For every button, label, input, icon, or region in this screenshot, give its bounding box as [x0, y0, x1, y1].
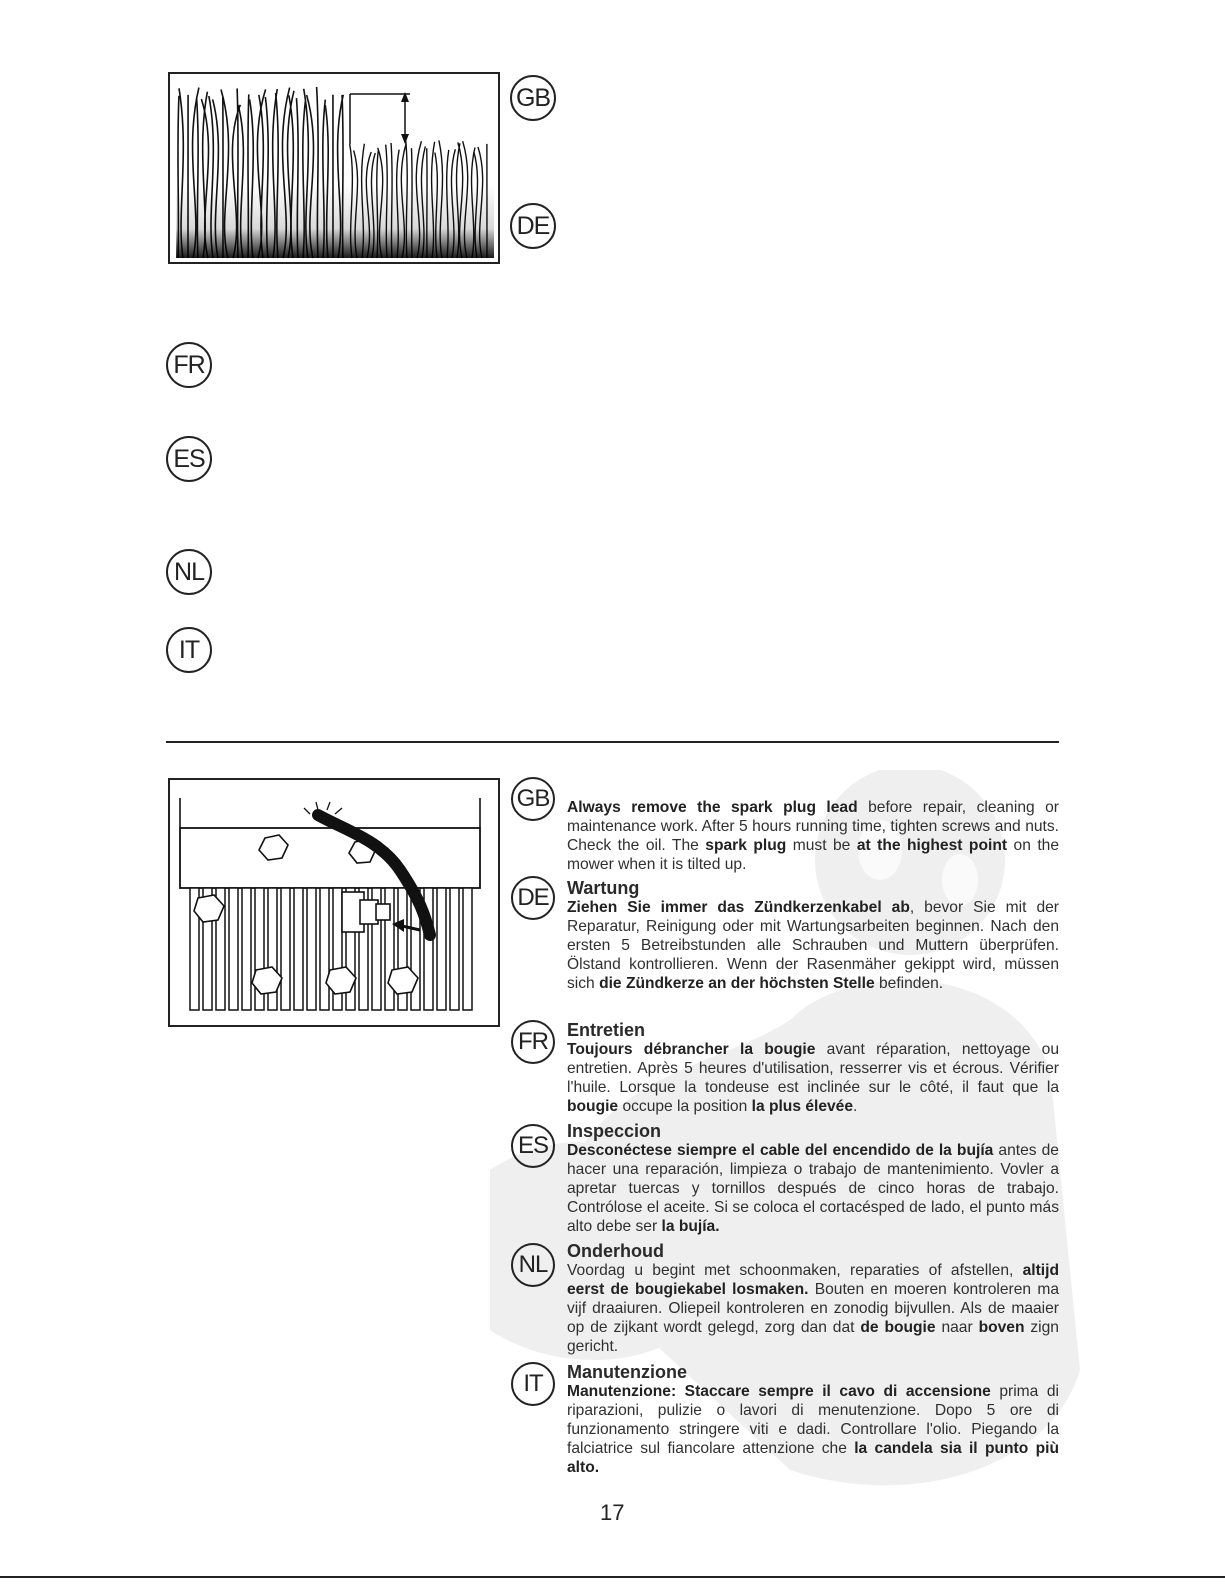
- engine-spark-plug-illustration: [170, 780, 498, 1025]
- emphasis-text: Manutenzione: Staccare sempre il cavo di accensione: [567, 1383, 991, 1400]
- emphasis-text: la plus élevée: [751, 1098, 854, 1115]
- body-text: on the mower when it is tilted up.: [567, 837, 1060, 873]
- emphasis-text: la bujía.: [661, 1218, 720, 1235]
- section-divider: [166, 741, 1059, 743]
- body-text: occupe la position: [618, 1098, 752, 1115]
- page-bottom-border: [0, 1576, 1225, 1578]
- grass-height-figure: [168, 72, 500, 264]
- spark-plug-figure: [168, 778, 500, 1027]
- lang-badge-fr: FR: [511, 1020, 555, 1064]
- emphasis-text: die Zündkerze an der höchsten Stelle: [599, 975, 875, 992]
- lang-badge-it: IT: [511, 1362, 555, 1406]
- maintenance-text-fr: [567, 1020, 1059, 1116]
- section-heading: Onderhoud: [567, 1241, 664, 1261]
- emphasis-text: la candela sia il punto più alto.: [567, 1440, 1059, 1476]
- maintenance-text-gb: [567, 798, 1059, 874]
- grass-illustration: [170, 74, 498, 262]
- body-text: Bouten en moeren kontroleren ma vijf draaiuren. Oliepeil kontroleren en zonodig bijvullen. Als de maaier op de zijkant wordt gelegd, zorg dan dat: [567, 1281, 1059, 1336]
- lang-badge-it-top: IT: [166, 627, 212, 673]
- lang-badge-fr-top: FR: [166, 342, 212, 388]
- maintenance-text-nl: [567, 1241, 1059, 1356]
- body-text: prima di riparazioni, pulizie o lavori di menutenzione. Dopo 5 ore di funzionamento stringere viti e dadi. Controllare l'olio. Piegando la falciatrice sul fiancolare attenzione che: [567, 1383, 1060, 1457]
- emphasis-text: altijd eerst de bougiekabel losmaken.: [567, 1262, 1059, 1298]
- body-text: zign gericht.: [567, 1319, 1059, 1355]
- emphasis-text: bougie: [567, 1098, 619, 1115]
- body-text: before repair, cleaning or maintenance work. After 5 hours running time, tighten screws and nuts. Check the oil. The: [567, 799, 1059, 854]
- lang-badge-es-top: ES: [166, 436, 212, 482]
- lang-badge-nl: NL: [511, 1243, 555, 1287]
- body-text: avant réparation, nettoyage ou entretien. Après 5 heures d'utilisation, resserrer vis et écrous. Vérifier l'huile. Lorsque la tondeuse est inclinée sur le côté, il faut que la: [567, 1041, 1059, 1096]
- section-heading: Inspeccion: [567, 1121, 662, 1141]
- maintenance-text-de: [567, 878, 1059, 993]
- lang-badge-nl-top: NL: [166, 549, 212, 595]
- emphasis-text: spark plug: [705, 837, 787, 854]
- emphasis-text: Always remove the spark plug lead: [567, 799, 858, 816]
- emphasis-text: Ziehen Sie immer das Zündkerzenkabel ab: [567, 899, 910, 916]
- section-heading: Entretien: [567, 1020, 646, 1040]
- body-text: .: [853, 1098, 858, 1115]
- emphasis-text: Toujours débrancher la bougie: [567, 1041, 816, 1058]
- body-text: naar: [935, 1319, 979, 1336]
- section-heading: Wartung: [567, 878, 640, 898]
- body-text: must be: [786, 837, 857, 854]
- maintenance-text-es: [567, 1121, 1059, 1236]
- maintenance-text-it: [567, 1362, 1059, 1477]
- body-text: befinden.: [874, 975, 944, 992]
- emphasis-text: at the highest point: [856, 837, 1008, 854]
- emphasis-text: Desconéctese siempre el cable del encendido de la bujía: [567, 1142, 994, 1159]
- lang-badge-es: ES: [511, 1124, 555, 1168]
- page-number: 17: [600, 1500, 625, 1525]
- body-text: Voordag u begint met schoonmaken, reparaties of afstellen,: [567, 1262, 1023, 1279]
- lang-badge-de-top: DE: [510, 203, 556, 249]
- lang-badge-gb-top: GB: [510, 75, 556, 121]
- body-text: antes de hacer una reparación, limpieza o trabajo de mantenimiento. Vovler a apretar tuercas y tornillos después de cinco horas de trabajo. Contrólose el aceite. Si se coloca el cortacésped de lado, el punto más alto debe ser: [567, 1142, 1059, 1235]
- lang-badge-de: DE: [511, 876, 555, 920]
- section-heading: Manutenzione: [567, 1362, 687, 1382]
- lang-badge-gb: GB: [511, 777, 555, 821]
- emphasis-text: boven: [978, 1319, 1025, 1336]
- body-text: , bevor Sie mit der Reparatur, Reinigung oder mit Wartungsarbeiten beginnen. Nach den ersten 5 Betreibstunden alle Schrauben und Muttern überprüfen. Ölstand kontrollieren. Wenn der Rasenmäher gekippt wird, müssen sich: [567, 899, 1059, 992]
- emphasis-text: de bougie: [860, 1319, 936, 1336]
